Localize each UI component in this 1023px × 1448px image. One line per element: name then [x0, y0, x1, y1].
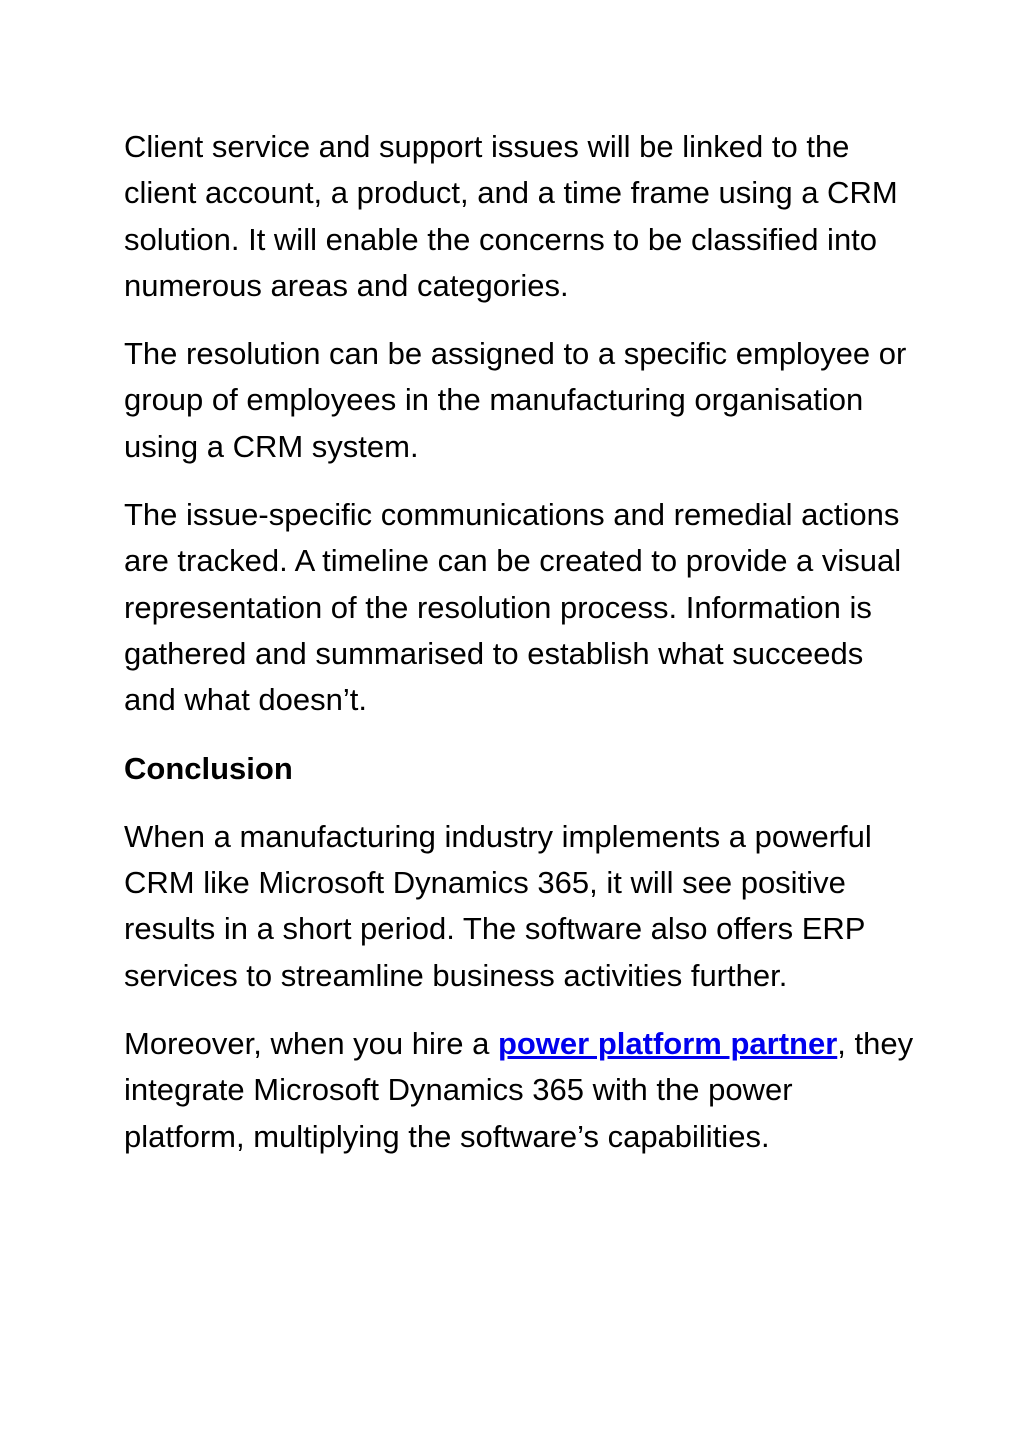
conclusion-heading: Conclusion: [124, 750, 293, 786]
paragraph-crm-support: Client service and support issues will be linked to the client account, a product, and a time frame using a CRM solution. It will enable the concerns to be classified into numerous areas and categories.: [124, 129, 898, 303]
document-page: [124, 124, 914, 1182]
power-platform-partner-link[interactable]: power platform partner: [497, 1026, 838, 1062]
paragraph-conclusion: When a manufacturing industry implements a powerful CRM like Microsoft Dynamics 365, it will see positive results in a short period. The software also offers ERP services to streamline business activities further.: [124, 818, 872, 993]
paragraph-text-before-link: Moreover, when you hire a: [124, 1026, 498, 1062]
paragraph-resolution-assignment: The resolution can be assigned to a specific employee or group of employees in the manufacturing organisation using a CRM system.: [124, 336, 907, 464]
paragraph-text-after-link: , they integrate Microsoft Dynamics 365 with the power platform, multiplying the software’s capabilities.: [124, 1026, 914, 1154]
paragraph-power-platform: [124, 1021, 914, 1160]
paragraph-issue-tracking: The issue-specific communications and remedial actions are tracked. A timeline can be created to provide a visual representation of the resolution process. Information is gathered and summarised to establish what succeeds and what doesn’t.: [124, 497, 902, 718]
